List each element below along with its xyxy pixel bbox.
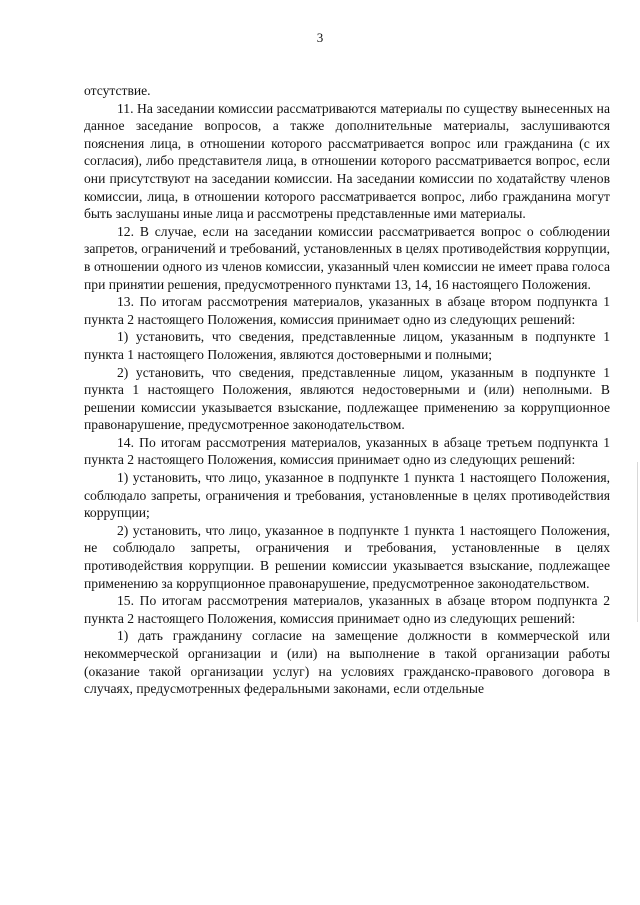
paragraph-11: 11. На заседании комиссии рассматриваются материалы по существу вынесенных на данное заседание вопросов, а также дополнительные материалы, заслушиваются пояснения лица, в отношении которого рассматривается вопрос или гражданина (с их согласия), либо представителя лица, в отношении которого рассматривается вопрос, если они присутствуют на заседании комиссии. На заседании комиссии по ходатайству членов комиссии, лица, в отношении которого рассматривается вопрос, либо гражданина могут быть заслушаны иные лица и рассмотрены представленные ими материалы.: [84, 100, 610, 222]
page-number: 3: [316, 30, 324, 45]
paragraph-13: 13. По итогам рассмотрения материалов, указанных в абзаце втором подпункта 1 пункта 2 настоящего Положения, комиссия принимает одно из следующих решений:: [84, 294, 610, 327]
paragraph-14: 14. По итогам рассмотрения материалов, указанных в абзаце третьем подпункта 1 пункта 2 настоящего Положения, комиссия принимает одно из следующих решений:: [84, 434, 610, 468]
paragraph-12: 12. В случае, если на заседании комиссии рассматривается вопрос о соблюдении запретов, ограничений и требований, установленных в целях противодействия коррупции, в отношении одного из членов комиссии, указанный член комиссии не имеет права голоса при принятии решения, предусмотренного пунктами 13, 14, 16 настоящего Положения.: [84, 223, 610, 292]
paragraph-13-item-2: 2) установить, что сведения, представленные лицом, указанным в подпункте 1 пункта 1 настоящего Положения, являются недостоверными и (или) неполными. В решении комиссии указывается взыскание, подлежащее применению за коррупционное правонарушение, предусмотренное законодательством.: [84, 364, 610, 433]
paragraph-13-item-1: 1) установить, что сведения, представленные лицом, указанным в подпункте 1 пункта 1 настоящего Положения, являются достоверными и полными;: [84, 329, 610, 362]
document-body: [84, 82, 610, 698]
paragraph-14-item-1: 1) установить, что лицо, указанное в подпункте 1 пункта 1 настоящего Положения, соблюдало запреты, ограничения и требования, установленные в целях противодействия коррупции;: [84, 470, 610, 521]
paragraph-14-item-2: 2) установить, что лицо, указанное в подпункте 1 пункта 1 настоящего Положения, не соблюдало запреты, ограничения и требования, установленные в целях противодействия коррупции. В решении комиссии указывается взыскание, подлежащее применению за коррупционное правонарушение, предусмотренное законодательством.: [84, 522, 610, 591]
paragraph-15-item-1: 1) дать гражданину согласие на замещение должности в коммерческой или некоммерческой организации и (или) на выполнение в такой организации работы (оказание такой организации услуг) на условиях гражданско-правового договора в случаях, предусмотренных федеральными законами, если отдельные: [84, 628, 610, 697]
paragraph-continuation: отсутствие.: [84, 83, 151, 98]
scan-edge-mark: [637, 462, 638, 622]
paragraph-15: 15. По итогам рассмотрения материалов, указанных в абзаце втором подпункта 2 пункта 2 настоящего Положения, комиссия принимает одно из следующих решений:: [84, 593, 610, 626]
